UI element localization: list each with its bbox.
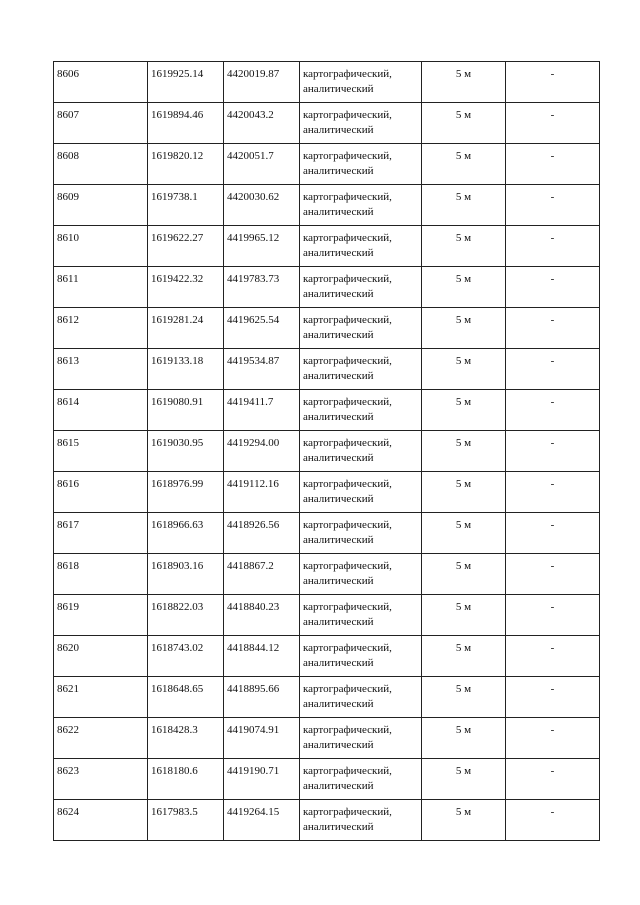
note-cell: - xyxy=(506,677,600,718)
table-row xyxy=(54,390,600,431)
point-number-cell: 8609 xyxy=(54,185,148,226)
method-line-2: аналитический xyxy=(303,411,374,423)
point-number-cell: 8607 xyxy=(54,103,148,144)
accuracy-cell: 5 м xyxy=(422,431,506,472)
x-coordinate-cell: 1619422.32 xyxy=(148,267,224,308)
x-coordinate-cell: 1618976.99 xyxy=(148,472,224,513)
method-line-1: картографический, xyxy=(303,68,392,80)
x-coordinate-cell: 1619030.95 xyxy=(148,431,224,472)
accuracy-cell: 5 м xyxy=(422,718,506,759)
method-cell xyxy=(300,103,422,144)
accuracy-cell: 5 м xyxy=(422,800,506,841)
point-number-cell: 8608 xyxy=(54,144,148,185)
method-cell xyxy=(300,677,422,718)
accuracy-cell: 5 м xyxy=(422,103,506,144)
note-cell: - xyxy=(506,513,600,554)
method-line-2: аналитический xyxy=(303,534,374,546)
table-row xyxy=(54,800,600,841)
y-coordinate-cell: 4418895.66 xyxy=(224,677,300,718)
method-line-2: аналитический xyxy=(303,83,374,95)
method-line-1: картографический, xyxy=(303,519,392,531)
x-coordinate-cell: 1619133.18 xyxy=(148,349,224,390)
method-line-2: аналитический xyxy=(303,575,374,587)
table-row xyxy=(54,513,600,554)
method-cell xyxy=(300,267,422,308)
x-coordinate-cell: 1618966.63 xyxy=(148,513,224,554)
method-cell xyxy=(300,144,422,185)
note-cell: - xyxy=(506,800,600,841)
x-coordinate-cell: 1619820.12 xyxy=(148,144,224,185)
note-cell: - xyxy=(506,308,600,349)
method-cell xyxy=(300,554,422,595)
x-coordinate-cell: 1617983.5 xyxy=(148,800,224,841)
y-coordinate-cell: 4419074.91 xyxy=(224,718,300,759)
point-number-cell: 8620 xyxy=(54,636,148,677)
x-coordinate-cell: 1619894.46 xyxy=(148,103,224,144)
point-number-cell: 8619 xyxy=(54,595,148,636)
y-coordinate-cell: 4419783.73 xyxy=(224,267,300,308)
point-number-cell: 8610 xyxy=(54,226,148,267)
x-coordinate-cell: 1619080.91 xyxy=(148,390,224,431)
note-cell: - xyxy=(506,472,600,513)
note-cell: - xyxy=(506,554,600,595)
point-number-cell: 8624 xyxy=(54,800,148,841)
x-coordinate-cell: 1618903.16 xyxy=(148,554,224,595)
method-cell xyxy=(300,595,422,636)
method-cell xyxy=(300,62,422,103)
x-coordinate-cell: 1619925.14 xyxy=(148,62,224,103)
y-coordinate-cell: 4418840.23 xyxy=(224,595,300,636)
accuracy-cell: 5 м xyxy=(422,226,506,267)
table-row xyxy=(54,349,600,390)
accuracy-cell: 5 м xyxy=(422,513,506,554)
method-line-1: картографический, xyxy=(303,355,392,367)
method-line-1: картографический, xyxy=(303,314,392,326)
method-line-2: аналитический xyxy=(303,329,374,341)
y-coordinate-cell: 4419625.54 xyxy=(224,308,300,349)
y-coordinate-cell: 4419411.7 xyxy=(224,390,300,431)
method-line-1: картографический, xyxy=(303,232,392,244)
y-coordinate-cell: 4420051.7 xyxy=(224,144,300,185)
point-number-cell: 8623 xyxy=(54,759,148,800)
point-number-cell: 8612 xyxy=(54,308,148,349)
point-number-cell: 8614 xyxy=(54,390,148,431)
table-row xyxy=(54,226,600,267)
note-cell: - xyxy=(506,62,600,103)
accuracy-cell: 5 м xyxy=(422,349,506,390)
method-cell xyxy=(300,308,422,349)
accuracy-cell: 5 м xyxy=(422,472,506,513)
accuracy-cell: 5 м xyxy=(422,554,506,595)
accuracy-cell: 5 м xyxy=(422,390,506,431)
method-line-2: аналитический xyxy=(303,288,374,300)
table-row xyxy=(54,718,600,759)
accuracy-cell: 5 м xyxy=(422,677,506,718)
method-line-1: картографический, xyxy=(303,478,392,490)
method-line-2: аналитический xyxy=(303,493,374,505)
x-coordinate-cell: 1619738.1 xyxy=(148,185,224,226)
x-coordinate-cell: 1618428.3 xyxy=(148,718,224,759)
note-cell: - xyxy=(506,226,600,267)
method-line-1: картографический, xyxy=(303,806,392,818)
method-line-1: картографический, xyxy=(303,191,392,203)
accuracy-cell: 5 м xyxy=(422,267,506,308)
table-row xyxy=(54,759,600,800)
table-row xyxy=(54,62,600,103)
method-line-2: аналитический xyxy=(303,739,374,751)
x-coordinate-cell: 1619622.27 xyxy=(148,226,224,267)
table-row xyxy=(54,185,600,226)
point-number-cell: 8617 xyxy=(54,513,148,554)
y-coordinate-cell: 4419534.87 xyxy=(224,349,300,390)
note-cell: - xyxy=(506,390,600,431)
y-coordinate-cell: 4419264.15 xyxy=(224,800,300,841)
accuracy-cell: 5 м xyxy=(422,759,506,800)
method-line-2: аналитический xyxy=(303,780,374,792)
method-line-2: аналитический xyxy=(303,370,374,382)
method-line-2: аналитический xyxy=(303,698,374,710)
accuracy-cell: 5 м xyxy=(422,595,506,636)
accuracy-cell: 5 м xyxy=(422,62,506,103)
point-number-cell: 8616 xyxy=(54,472,148,513)
method-cell xyxy=(300,759,422,800)
method-line-2: аналитический xyxy=(303,124,374,136)
note-cell: - xyxy=(506,349,600,390)
note-cell: - xyxy=(506,595,600,636)
coordinates-table xyxy=(53,61,600,841)
method-cell xyxy=(300,431,422,472)
method-cell xyxy=(300,472,422,513)
x-coordinate-cell: 1619281.24 xyxy=(148,308,224,349)
table-row xyxy=(54,267,600,308)
accuracy-cell: 5 м xyxy=(422,185,506,226)
note-cell: - xyxy=(506,431,600,472)
method-cell xyxy=(300,718,422,759)
method-cell xyxy=(300,513,422,554)
point-number-cell: 8618 xyxy=(54,554,148,595)
y-coordinate-cell: 4418867.2 xyxy=(224,554,300,595)
method-line-2: аналитический xyxy=(303,247,374,259)
y-coordinate-cell: 4419294.00 xyxy=(224,431,300,472)
accuracy-cell: 5 м xyxy=(422,144,506,185)
method-cell xyxy=(300,636,422,677)
method-line-1: картографический, xyxy=(303,273,392,285)
method-line-1: картографический, xyxy=(303,724,392,736)
x-coordinate-cell: 1618180.6 xyxy=(148,759,224,800)
point-number-cell: 8621 xyxy=(54,677,148,718)
method-line-2: аналитический xyxy=(303,206,374,218)
method-line-1: картографический, xyxy=(303,109,392,121)
x-coordinate-cell: 1618648.65 xyxy=(148,677,224,718)
method-cell xyxy=(300,349,422,390)
method-cell xyxy=(300,226,422,267)
point-number-cell: 8622 xyxy=(54,718,148,759)
table-row xyxy=(54,144,600,185)
note-cell: - xyxy=(506,185,600,226)
y-coordinate-cell: 4420019.87 xyxy=(224,62,300,103)
accuracy-cell: 5 м xyxy=(422,636,506,677)
method-line-1: картографический, xyxy=(303,560,392,572)
y-coordinate-cell: 4419190.71 xyxy=(224,759,300,800)
method-cell xyxy=(300,185,422,226)
method-line-2: аналитический xyxy=(303,165,374,177)
table-row xyxy=(54,308,600,349)
method-line-1: картографический, xyxy=(303,396,392,408)
table-row xyxy=(54,472,600,513)
method-line-1: картографический, xyxy=(303,150,392,162)
method-cell xyxy=(300,390,422,431)
y-coordinate-cell: 4420030.62 xyxy=(224,185,300,226)
table-row xyxy=(54,103,600,144)
table-row xyxy=(54,595,600,636)
y-coordinate-cell: 4418844.12 xyxy=(224,636,300,677)
method-line-2: аналитический xyxy=(303,452,374,464)
note-cell: - xyxy=(506,267,600,308)
point-number-cell: 8615 xyxy=(54,431,148,472)
table-row xyxy=(54,554,600,595)
method-line-1: картографический, xyxy=(303,601,392,613)
y-coordinate-cell: 4420043.2 xyxy=(224,103,300,144)
method-line-1: картографический, xyxy=(303,437,392,449)
x-coordinate-cell: 1618822.03 xyxy=(148,595,224,636)
method-line-1: картографический, xyxy=(303,683,392,695)
y-coordinate-cell: 4418926.56 xyxy=(224,513,300,554)
table-row xyxy=(54,431,600,472)
note-cell: - xyxy=(506,759,600,800)
x-coordinate-cell: 1618743.02 xyxy=(148,636,224,677)
note-cell: - xyxy=(506,636,600,677)
note-cell: - xyxy=(506,144,600,185)
y-coordinate-cell: 4419112.16 xyxy=(224,472,300,513)
note-cell: - xyxy=(506,718,600,759)
method-line-2: аналитический xyxy=(303,821,374,833)
table-body xyxy=(54,62,600,841)
y-coordinate-cell: 4419965.12 xyxy=(224,226,300,267)
point-number-cell: 8606 xyxy=(54,62,148,103)
method-line-1: картографический, xyxy=(303,765,392,777)
accuracy-cell: 5 м xyxy=(422,308,506,349)
table-row xyxy=(54,677,600,718)
method-line-2: аналитический xyxy=(303,657,374,669)
note-cell: - xyxy=(506,103,600,144)
point-number-cell: 8611 xyxy=(54,267,148,308)
point-number-cell: 8613 xyxy=(54,349,148,390)
method-line-1: картографический, xyxy=(303,642,392,654)
method-cell xyxy=(300,800,422,841)
method-line-2: аналитический xyxy=(303,616,374,628)
table-row xyxy=(54,636,600,677)
